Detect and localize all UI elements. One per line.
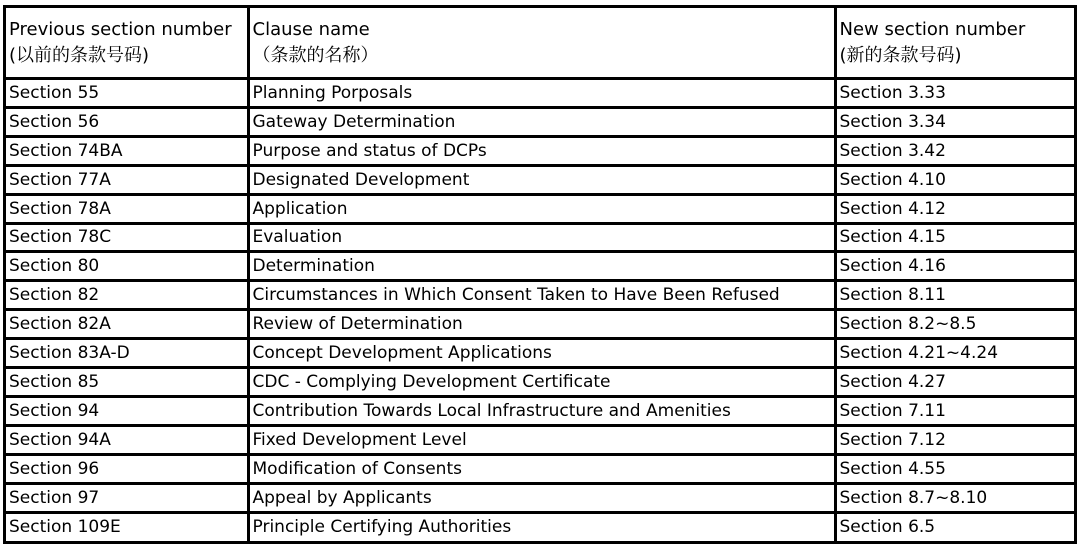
new-section-cell: Section 3.42 (835, 136, 1074, 165)
previous-section-cell: Section 82A (6, 310, 248, 339)
previous-section-cell: Section 80 (6, 252, 248, 281)
clause-name-cell: Purpose and status of DCPs (248, 136, 835, 165)
previous-section-cell: Section 78C (6, 223, 248, 252)
table-header (6, 8, 1074, 79)
header-previous-line2: (以前的条款号码) (9, 44, 150, 66)
table-row (6, 136, 1074, 165)
header-row (6, 8, 1074, 79)
header-new-section (835, 8, 1074, 79)
section-mapping-table (6, 8, 1074, 541)
table-row (6, 425, 1074, 454)
clause-name-cell: Determination (248, 252, 835, 281)
clause-name-cell: Evaluation (248, 223, 835, 252)
new-section-cell: Section 4.15 (835, 223, 1074, 252)
clause-name-cell: Planning Porposals (248, 79, 835, 108)
new-section-cell: Section 4.16 (835, 252, 1074, 281)
table-row (6, 396, 1074, 425)
previous-section-cell: Section 97 (6, 483, 248, 512)
new-section-cell: Section 4.10 (835, 165, 1074, 194)
header-clause-line2: （条款的名称） (252, 44, 379, 66)
table-row (6, 252, 1074, 281)
table-row (6, 107, 1074, 136)
table-row (6, 194, 1074, 223)
clause-name-cell: Principle Certifying Authorities (248, 512, 835, 541)
header-new-line2: (新的条款号码) (839, 44, 962, 66)
clause-name-cell: Application (248, 194, 835, 223)
table-row (6, 339, 1074, 368)
clause-name-cell: Concept Development Applications (248, 339, 835, 368)
header-previous-line1: Previous section number (9, 18, 232, 40)
clause-name-cell: Appeal by Applicants (248, 483, 835, 512)
new-section-cell: Section 7.12 (835, 425, 1074, 454)
previous-section-cell: Section 77A (6, 165, 248, 194)
new-section-cell: Section 3.34 (835, 107, 1074, 136)
new-section-cell: Section 8.7~8.10 (835, 483, 1074, 512)
table-row (6, 79, 1074, 108)
previous-section-cell: Section 96 (6, 454, 248, 483)
clause-name-cell: Review of Determination (248, 310, 835, 339)
table-row (6, 454, 1074, 483)
previous-section-cell: Section 85 (6, 368, 248, 397)
previous-section-cell: Section 109E (6, 512, 248, 541)
header-previous-section (6, 8, 248, 79)
clause-name-cell: Modification of Consents (248, 454, 835, 483)
clause-name-cell: Circumstances in Which Consent Taken to Have Been Refused (248, 281, 835, 310)
new-section-cell: Section 6.5 (835, 512, 1074, 541)
table-row (6, 281, 1074, 310)
previous-section-cell: Section 82 (6, 281, 248, 310)
table-row (6, 483, 1074, 512)
previous-section-cell: Section 94A (6, 425, 248, 454)
previous-section-cell: Section 56 (6, 107, 248, 136)
table-body (6, 79, 1074, 542)
new-section-cell: Section 7.11 (835, 396, 1074, 425)
clause-name-cell: Designated Development (248, 165, 835, 194)
new-section-cell: Section 4.55 (835, 454, 1074, 483)
new-section-cell: Section 4.27 (835, 368, 1074, 397)
header-clause-name (248, 8, 835, 79)
table-row (6, 223, 1074, 252)
header-clause-line1: Clause name (252, 18, 370, 40)
new-section-cell: Section 8.11 (835, 281, 1074, 310)
clause-name-cell: CDC - Complying Development Certificate (248, 368, 835, 397)
table-row (6, 310, 1074, 339)
clause-name-cell: Contribution Towards Local Infrastructure and Amenities (248, 396, 835, 425)
new-section-cell: Section 4.21~4.24 (835, 339, 1074, 368)
table-row (6, 512, 1074, 541)
previous-section-cell: Section 74BA (6, 136, 248, 165)
header-new-line1: New section number (839, 18, 1026, 40)
table-row (6, 368, 1074, 397)
new-section-cell: Section 3.33 (835, 79, 1074, 108)
previous-section-cell: Section 83A-D (6, 339, 248, 368)
previous-section-cell: Section 94 (6, 396, 248, 425)
table-row (6, 165, 1074, 194)
new-section-cell: Section 8.2~8.5 (835, 310, 1074, 339)
previous-section-cell: Section 55 (6, 79, 248, 108)
section-mapping-table-container (3, 5, 1077, 544)
clause-name-cell: Fixed Development Level (248, 425, 835, 454)
new-section-cell: Section 4.12 (835, 194, 1074, 223)
previous-section-cell: Section 78A (6, 194, 248, 223)
clause-name-cell: Gateway Determination (248, 107, 835, 136)
